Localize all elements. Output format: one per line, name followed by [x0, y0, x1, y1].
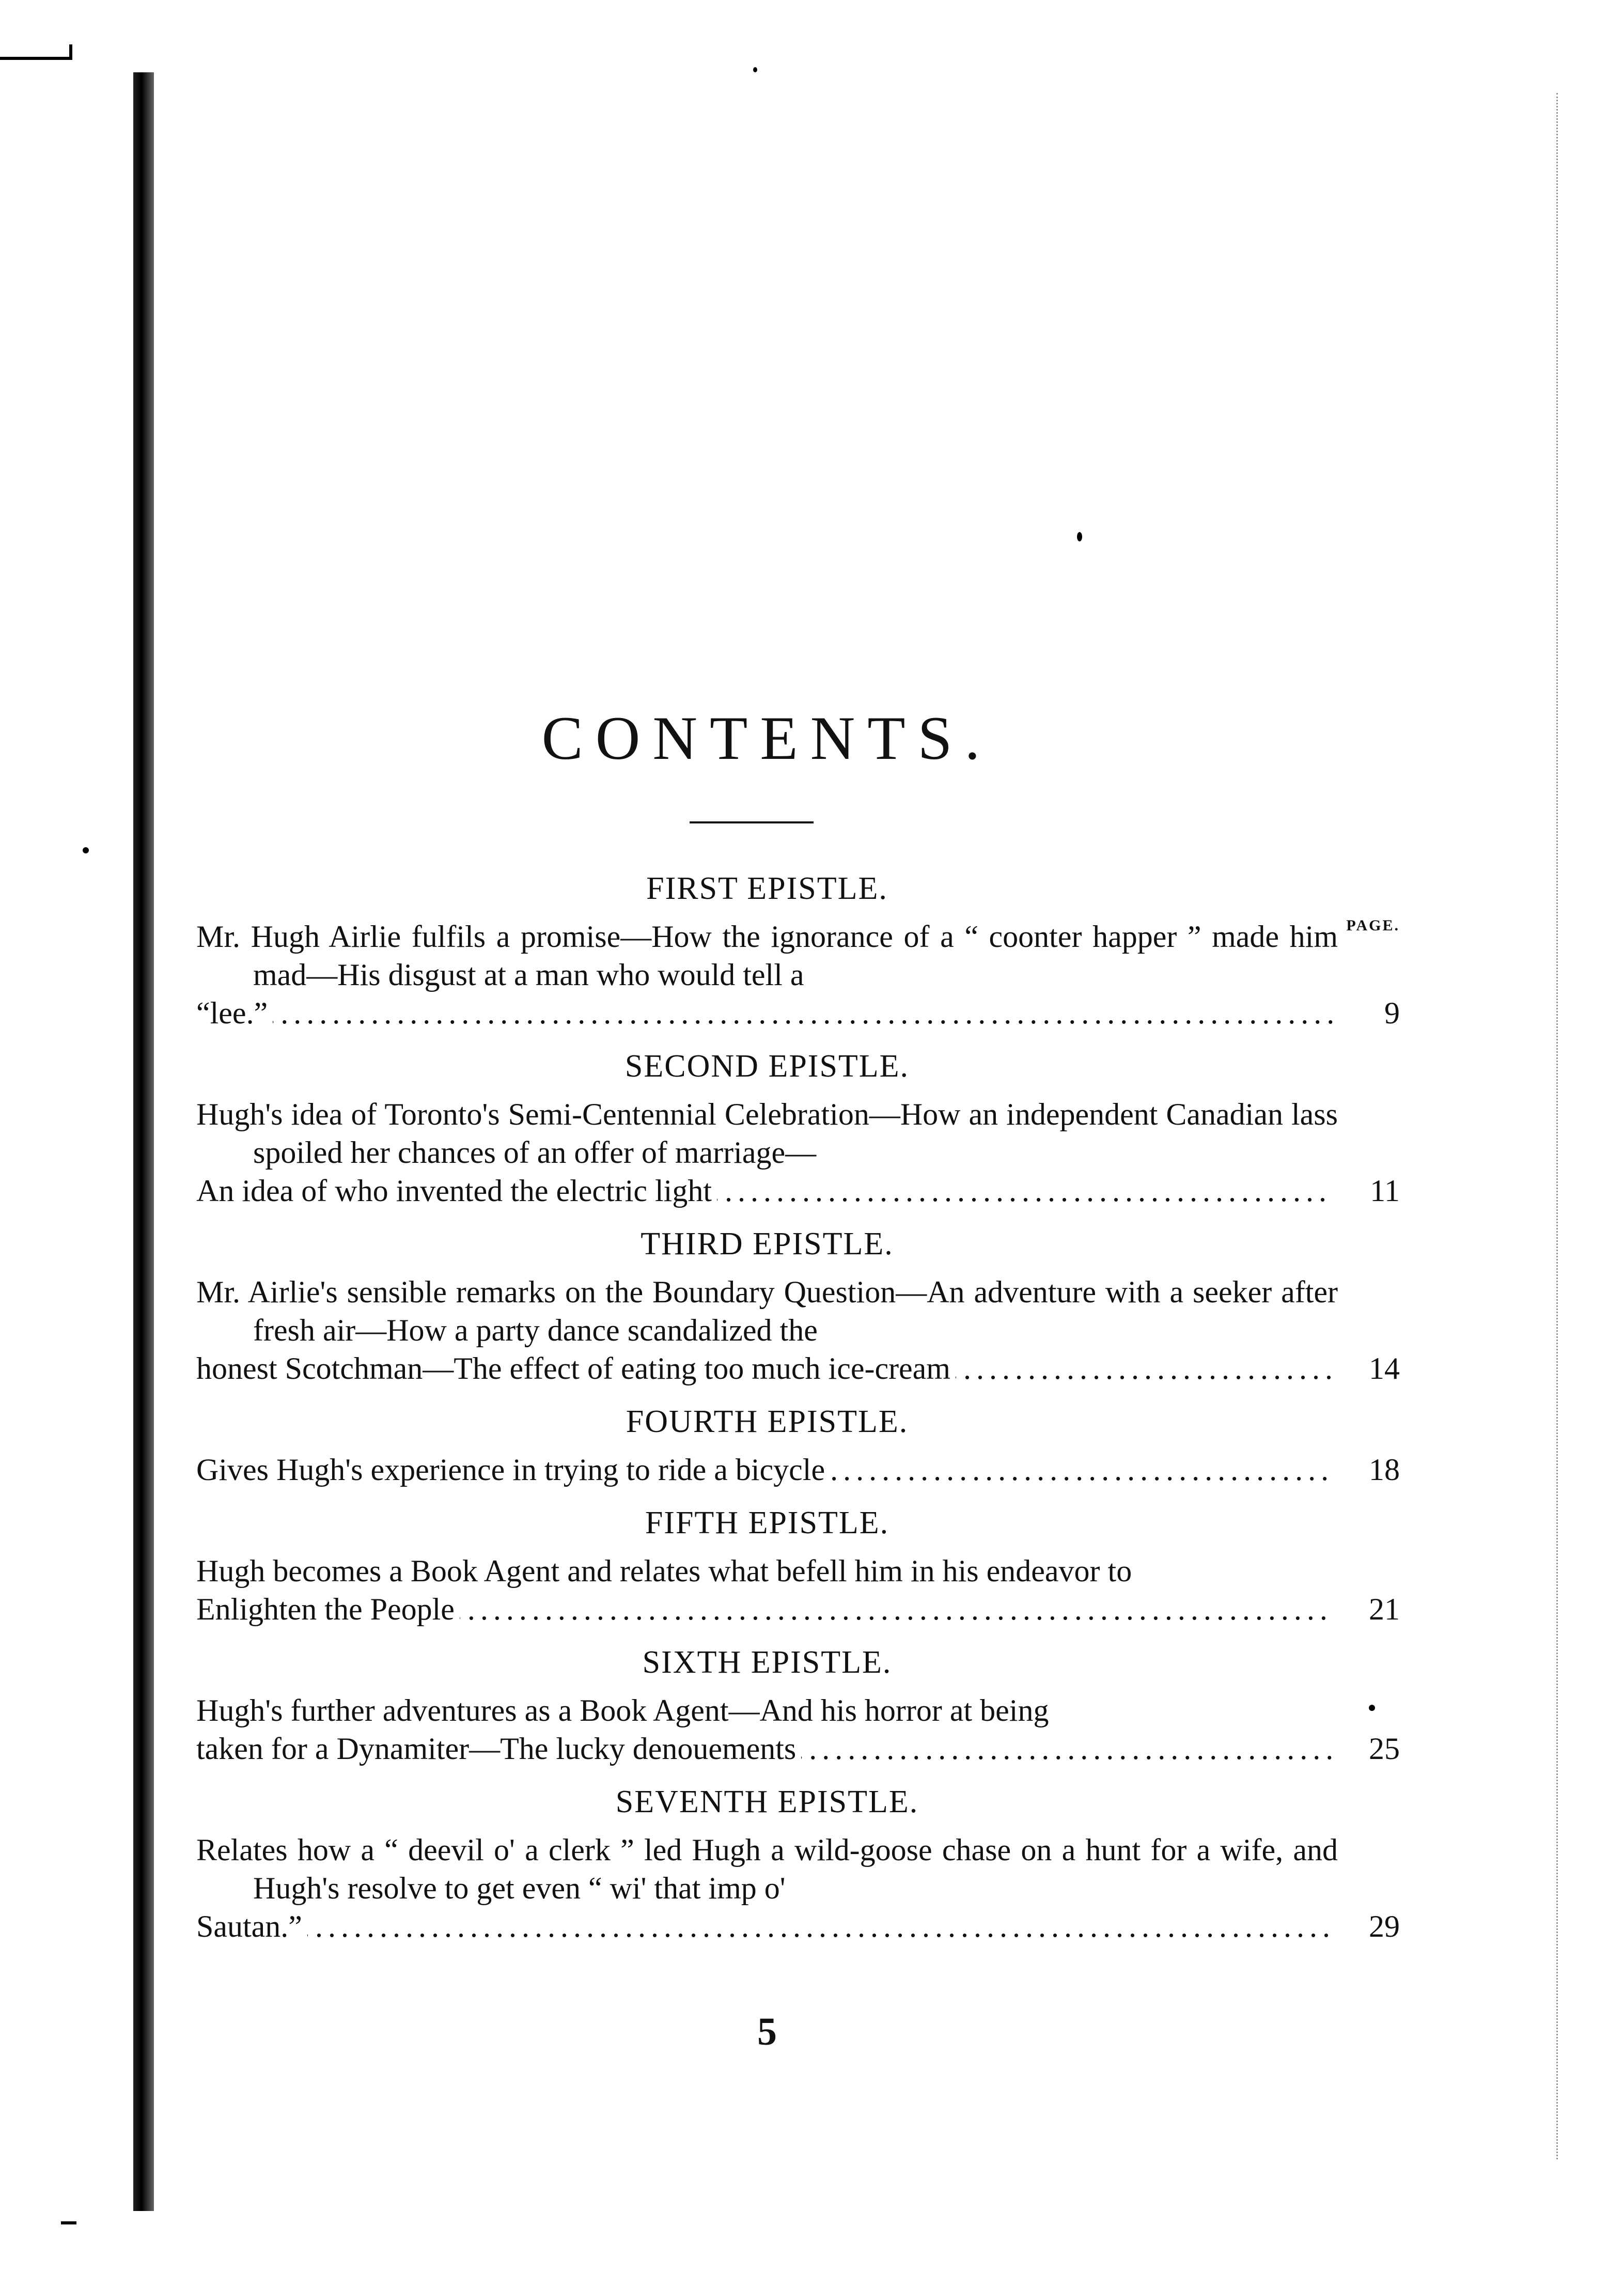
summary-last-line	[196, 1451, 1338, 1489]
epistle-heading: SIXTH EPISTLE.	[642, 1645, 892, 1680]
epistle-heading: SECOND EPISTLE.	[624, 1049, 910, 1084]
epistle-heading: FOURTH EPISTLE.	[626, 1404, 909, 1439]
summary-text: Mr. Hugh Airlie fulfils a promise—How the ignorance of a “ coonter happer ” made him mad—His disgust at a man who would tell a	[196, 920, 1338, 992]
summary-text: Hugh's further adventures as a Book Agent—And his horror at being	[196, 1693, 1049, 1727]
leader-dots	[460, 1590, 1333, 1628]
summary-end: Gives Hugh's experience in trying to ride a bicycle	[196, 1453, 825, 1487]
epistle-summary	[196, 1831, 1400, 1945]
epistle-entry	[196, 1781, 1400, 1945]
speck	[1077, 532, 1082, 541]
summary-end: Enlighten the People	[196, 1592, 455, 1626]
summary-end: An idea of who invented the electric light	[196, 1174, 712, 1208]
epistle-heading: SEVENTH EPISTLE.	[615, 1784, 919, 1819]
summary-last-line	[196, 994, 1338, 1032]
summary-last-line	[196, 1907, 1338, 1945]
page-column-heading: PAGE.	[1346, 917, 1400, 934]
page-number: 14	[1369, 1351, 1400, 1385]
summary-last-line	[196, 1590, 1338, 1628]
epistle-heading: THIRD EPISTLE.	[641, 1226, 894, 1262]
epistle-entry	[196, 1502, 1400, 1628]
summary-last-line	[196, 1730, 1338, 1768]
crop-mark-bottom	[61, 2221, 76, 2224]
page-number: 9	[1384, 996, 1400, 1030]
epistle-summary	[196, 1552, 1400, 1628]
page-number: 21	[1369, 1592, 1400, 1626]
summary-text: Relates how a “ deevil o' a clerk ” led Hugh a wild-goose chase on a hunt for a wife, and Hugh's resolve to get even “ wi' that imp o'	[196, 1833, 1338, 1905]
speck	[83, 847, 89, 853]
page-number: 18	[1369, 1453, 1400, 1487]
summary-text: Mr. Airlie's sensible remarks on the Boundary Question—An adventure with a seeker after fresh air—How a party dance scandalized the	[196, 1275, 1338, 1347]
leader-dots	[956, 1349, 1333, 1388]
page-title: CONTENTS.	[541, 704, 993, 772]
epistle-summary	[196, 1451, 1400, 1489]
leader-dots	[717, 1172, 1333, 1210]
summary-end: Sautan.”	[196, 1909, 302, 1943]
epistle-entry	[196, 1046, 1400, 1210]
leader-dots	[830, 1451, 1333, 1489]
page-number: 29	[1369, 1909, 1400, 1943]
summary-text: Hugh becomes a Book Agent and relates what befell him in his endeavor to	[196, 1554, 1132, 1588]
leader-dots	[801, 1730, 1333, 1768]
page-number: 11	[1370, 1174, 1400, 1208]
crop-mark-tick	[69, 44, 72, 60]
speck	[753, 67, 757, 72]
page-edge	[1556, 93, 1562, 2159]
epistle-summary	[196, 1273, 1400, 1388]
leader-dots	[273, 994, 1333, 1032]
summary-end: honest Scotchman—The effect of eating too much ice-cream	[196, 1351, 950, 1385]
epistle-heading: FIRST EPISTLE.	[646, 871, 888, 906]
epistle-entry	[196, 1223, 1400, 1388]
epistle-heading: FIFTH EPISTLE.	[645, 1505, 889, 1540]
summary-end: “lee.”	[196, 996, 268, 1030]
folio-page-number: 5	[757, 2010, 777, 2053]
epistle-summary	[196, 1095, 1400, 1210]
summary-last-line	[196, 1172, 1338, 1210]
summary-text: Hugh's idea of Toronto's Semi-Centennial Celebration—How an independent Canadian lass spoiled her chances of an offer of marriage—	[196, 1097, 1338, 1170]
leader-dots	[307, 1907, 1333, 1945]
epistle-entry	[196, 1642, 1400, 1768]
title-rule	[690, 821, 814, 823]
book-spine-shadow	[133, 72, 154, 2211]
epistle-summary	[196, 1691, 1400, 1768]
summary-end: taken for a Dynamiter—The lucky denouements	[196, 1732, 797, 1766]
speck	[1369, 1705, 1375, 1711]
page-number: 25	[1369, 1732, 1400, 1766]
crop-mark-top	[0, 57, 72, 60]
epistle-entry	[196, 1401, 1400, 1489]
summary-last-line	[196, 1349, 1338, 1388]
